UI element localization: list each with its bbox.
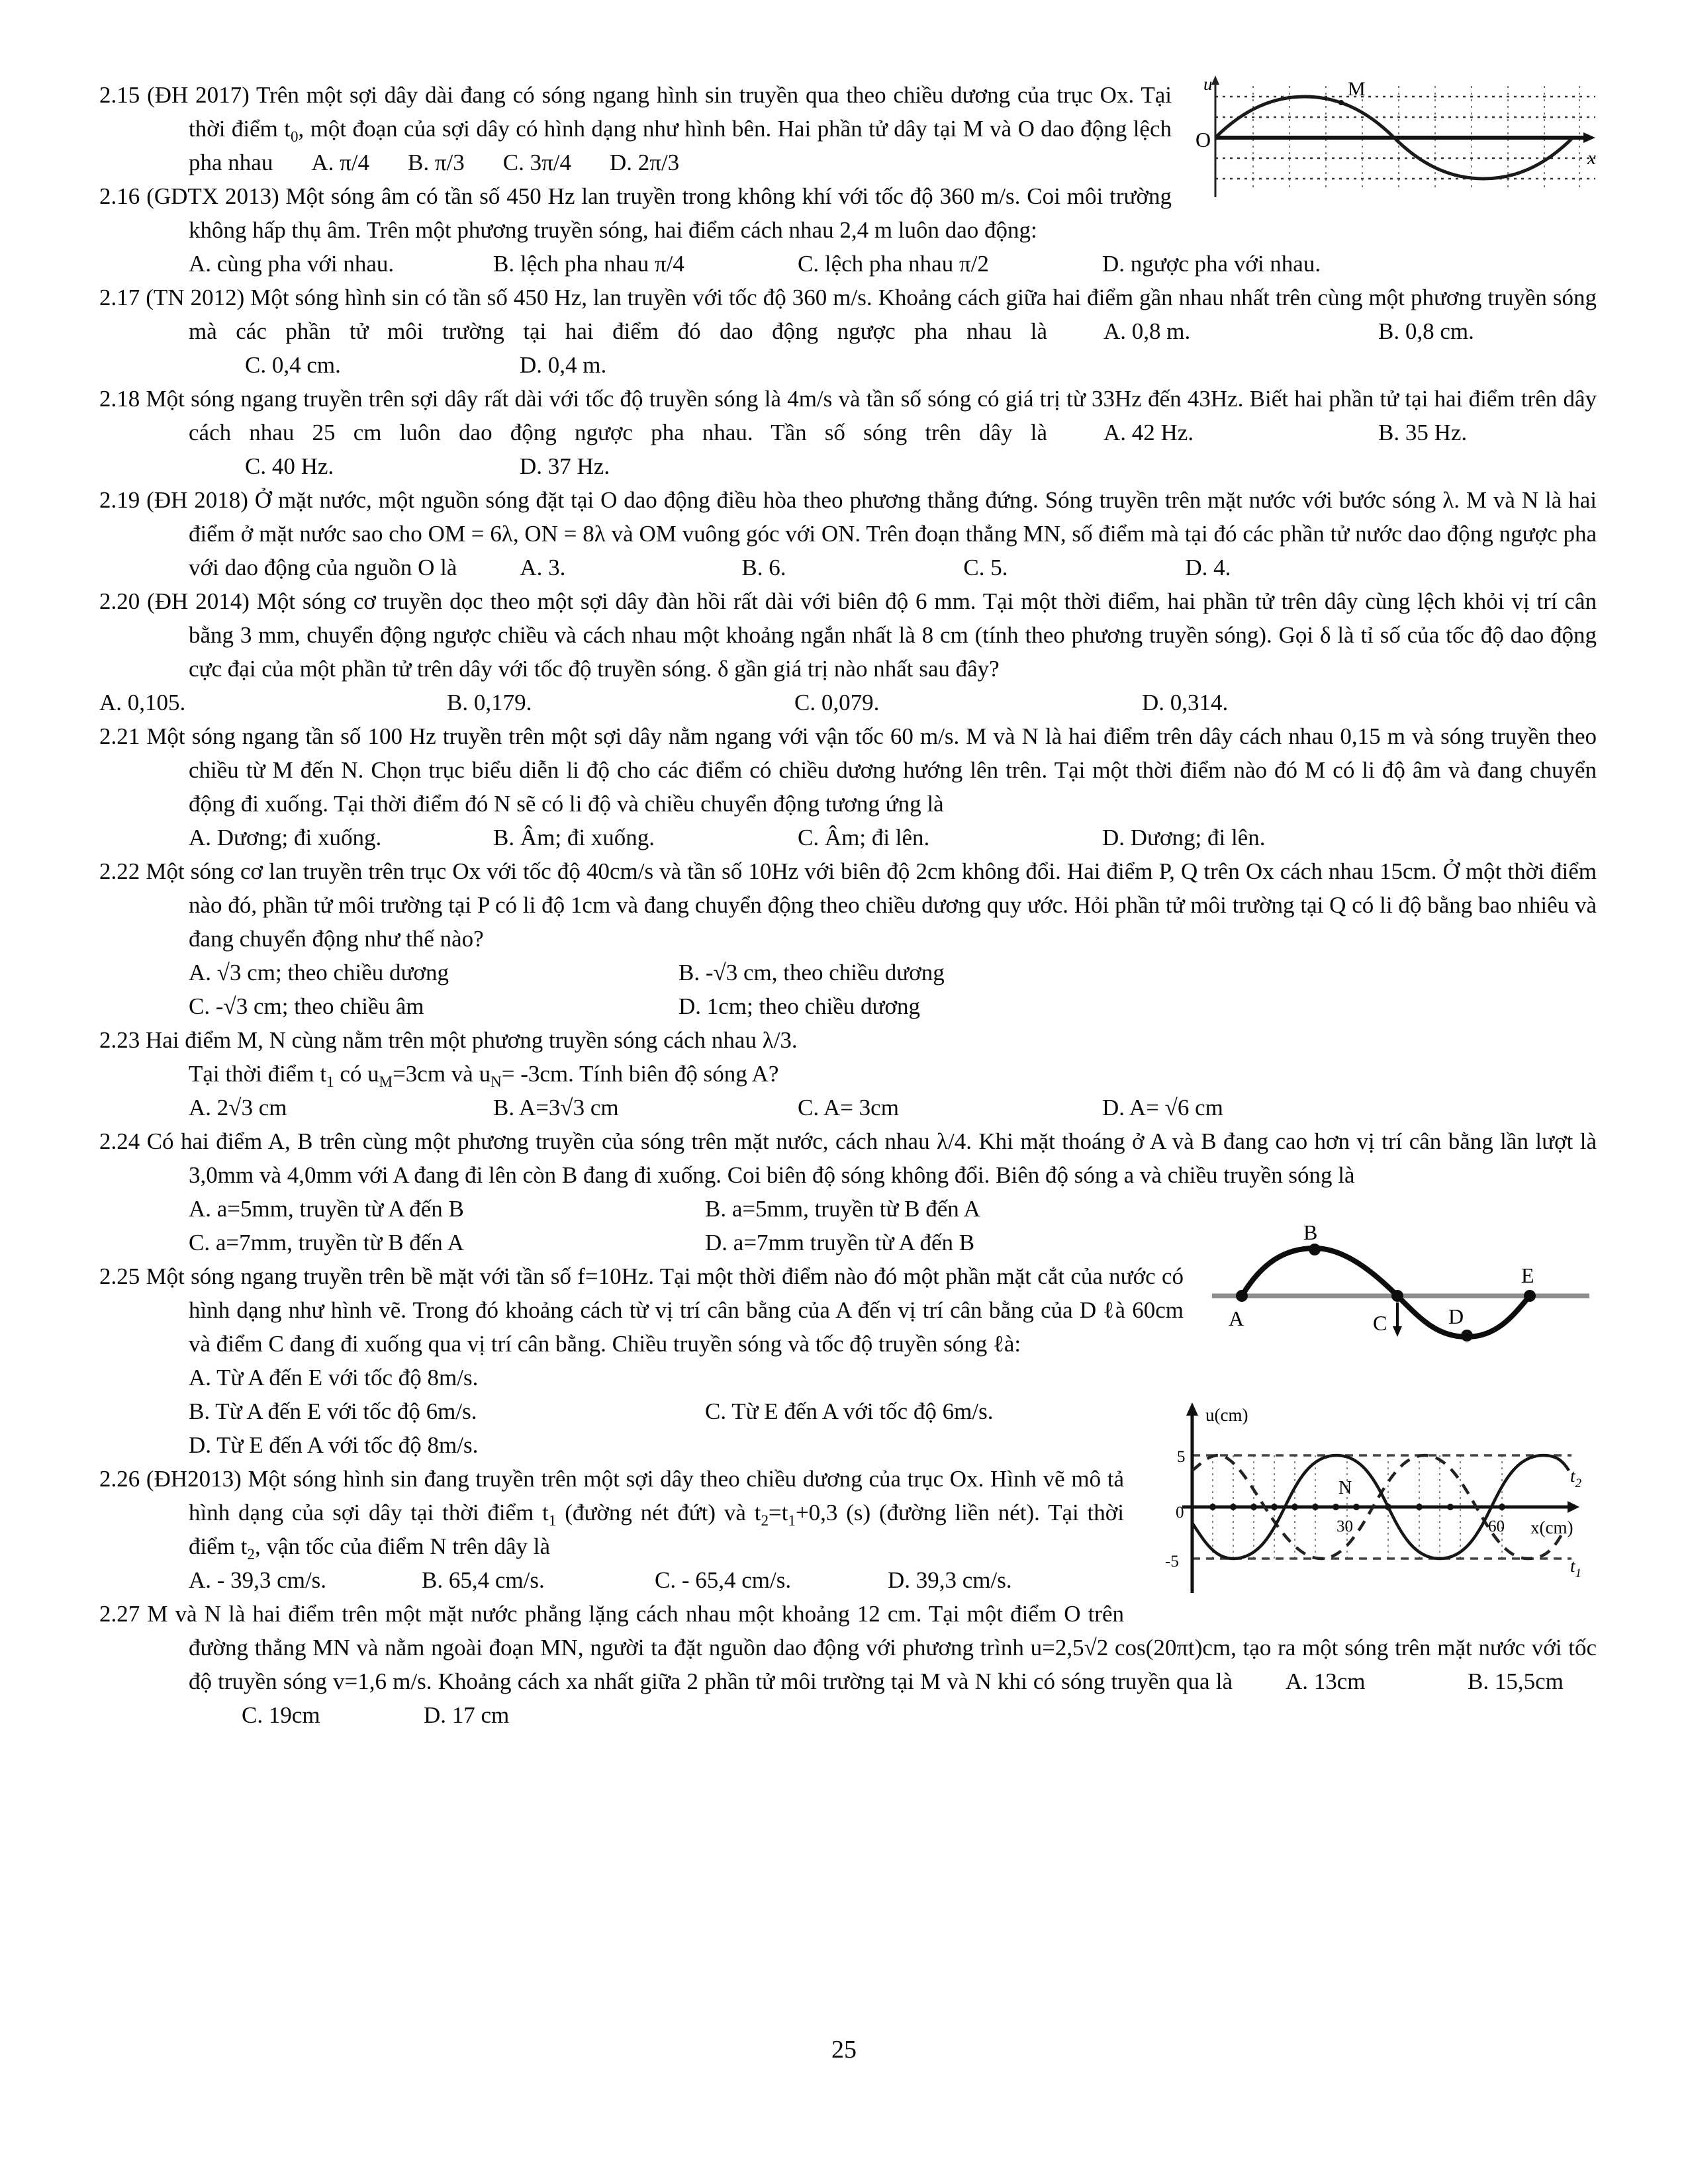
answer-option: D. 39,3 cm/s. <box>888 1567 1012 1593</box>
answer-option: B. Từ A đến E với tốc độ 6m/s. <box>189 1398 477 1424</box>
question-2.18 <box>99 382 1597 483</box>
t1-letter: t <box>1570 1556 1575 1576</box>
point-c-marker <box>1391 1290 1403 1302</box>
answer-option: C. -√3 cm; theo chiều âm <box>189 993 424 1019</box>
answer-option: B. π/3 <box>408 150 465 175</box>
answer-option: A. 13cm <box>1286 1668 1366 1694</box>
answer-option: D. A= √6 cm <box>1102 1095 1223 1120</box>
t2-subscript: 2 <box>1575 1477 1582 1490</box>
question-2.22 <box>99 854 1597 1023</box>
question-text: 2.27 M và N là hai điểm trên một mặt nước phẳng lặng cách nhau một khoảng 12 cm. Tại một điểm O trên đường thẳng MN và nằm ngoài đoạn MN, người ta đặt nguồn dao động với phương trình u=2,5√2 cos(20πt)cm, tạo ra một sóng trên mặt nước với tốc độ truyền sóng v=1,6 m/s. Khoảng cách xa nhất giữa 2 phần tử môi trường tại M và N khi có sóng truyền qua là A. 13cm B. 15,5cmC. 19cm D. 17 cm <box>99 1597 1597 1732</box>
answer-option: A. a=5mm, truyền từ A đến B <box>189 1196 464 1222</box>
answer-option: C. - 65,4 cm/s. <box>655 1567 792 1593</box>
answer-option: C. 19cm <box>242 1702 320 1728</box>
answer-option: B. 65,4 cm/s. <box>422 1567 545 1593</box>
question-text: 2.16 (GDTX 2013) Một sóng âm có tần số 450 Hz lan truyền trong không khí với tốc độ 360 m/s. Coi môi trường không hấp thụ âm. Trên một phương truyền sóng, hai điểm cách nhau 2,4 m luôn dao động: <box>99 183 1172 243</box>
answer-options <box>99 821 1597 854</box>
point-n-label: N <box>1338 1478 1352 1498</box>
answer-option: C. a=7mm, truyền từ B đến A <box>189 1230 464 1255</box>
x-axis-arrow-icon <box>1583 132 1595 143</box>
question-text: 2.21 Một sóng ngang tần số 100 Hz truyền trên một sợi dây nằm ngang với vận tốc 60 m/s. M và N là hai điểm trên dây cách nhau 0,15 m và sóng truyền theo chiều từ M đến N. Chọn trục biểu diễn li độ cho các điểm có chiều dương hướng lên trên. Tại một thời điểm nào đó M có li độ âm và đang chuyển động đi xuống. Tại thời điểm đó N sẽ có li độ và chiều chuyển động tương ứng là <box>99 723 1597 817</box>
answer-option: D. Dương; đi lên. <box>1102 825 1266 850</box>
question-text: 2.15 (ĐH 2017) Trên một sợi dây dài đang có sóng ngang hình sin truyền qua theo chiều dương của trục Ox. Tại thời điểm $t_0$, một đoạn của sợi dây có hình dạng như hình bên. Hai phần tử dây tại M và O dao động lệch pha nhau A. π/4 B. π/3 C. 3π/4 D. 2π/3 <box>99 78 1597 179</box>
question-2.15 <box>99 74 1597 179</box>
question-text: 2.23 Hai điểm M, N cùng nằm trên một phương truyền sóng cách nhau λ/3. <box>99 1027 798 1053</box>
question-2.21 <box>99 719 1597 854</box>
x-axis-arrow-icon <box>1568 1501 1579 1513</box>
point-d-marker <box>1461 1330 1473 1342</box>
point-b-marker <box>1309 1244 1321 1255</box>
answer-option: D. 1cm; theo chiều dương <box>679 993 921 1019</box>
y-5-label: 5 <box>1177 1448 1186 1466</box>
answer-option: A. 0,8 m. <box>1103 318 1191 344</box>
answer-option: A. π/4 <box>311 150 369 175</box>
answer-options <box>99 956 1597 1023</box>
c-down-arrow-icon <box>1393 1326 1402 1337</box>
point-c-label: C <box>1373 1311 1387 1335</box>
answer-option: B. Âm; đi xuống. <box>493 825 655 850</box>
point-b-label: B <box>1303 1223 1318 1244</box>
answer-option: C. 5. <box>963 555 1008 580</box>
question-text: 2.17 (TN 2012) Một sóng hình sin có tần số 450 Hz, lan truyền với tốc độ 360 m/s. Khoảng cách giữa hai điểm gần nhau nhất trên cùng một phương truyền sóng mà các phần tử môi trường tại hai điểm đó dao động ngược pha nhau là A. 0,8 m. B. 0,8 cm.C. 0,4 cm. D. 0,4 m. <box>99 281 1597 382</box>
answer-option: D. a=7mm truyền từ A đến B <box>705 1230 975 1255</box>
question-2.27 <box>99 1597 1597 1732</box>
question-2.19 <box>99 483 1597 584</box>
question-number: 2.20 <box>99 588 148 614</box>
question-text: 2.19 (ĐH 2018) Ở mặt nước, một nguồn sóng đặt tại O dao động điều hòa theo phương thẳng đứng. Sóng truyền trên mặt nước với bước sóng λ. M và N là hai điểm ở mặt nước sao cho OM = 6λ, ON = 8λ và OM vuông góc với ON. Trên đoạn thẳng MN, số điểm mà tại đó các phần tử nước dao động ngược pha với dao động của nguồn O là A. 3. B. 6. C. 5. D. 4. <box>99 483 1597 584</box>
answer-option: C. lệch pha nhau π/2 <box>798 251 989 277</box>
answer-option: C. 3π/4 <box>502 150 571 175</box>
question-number: 2.21 <box>99 723 147 749</box>
answer-option: C. 0,079. <box>794 690 880 715</box>
answer-option: D. 0,4 m. <box>520 352 607 378</box>
question-text: 2.20 (ĐH 2014) Một sóng cơ truyền dọc theo một sợi dây đàn hồi rất dài với biên độ 6 mm. Tại một thời điểm, hai phần tử trên dây cùng lệch khỏi vị trí cân bằng 3 mm, chuyển động ngược chiều và cách nhau một khoảng ngắn nhất là 8 cm (tính theo phương truyền sóng). Gọi δ là tỉ số của tốc độ dao động cực đại của một phần tử trên dây với tốc độ truyền sóng. δ gần giá trị nào nhất sau đây? <box>99 588 1597 682</box>
point-m-marker <box>1338 100 1344 105</box>
answer-option: A. √3 cm; theo chiều dương <box>189 960 449 985</box>
t1-label <box>1570 1556 1581 1580</box>
question-number: 2.22 <box>99 858 146 884</box>
answer-options <box>99 1091 1597 1124</box>
answer-option: D. 37 Hz. <box>520 453 610 479</box>
question-number: 2.25 <box>99 1263 146 1289</box>
answer-option: C. Âm; đi lên. <box>798 825 930 850</box>
u-axis-label: u(cm) <box>1205 1405 1248 1425</box>
t1-subscript: 1 <box>1575 1567 1582 1580</box>
answer-option: A. 3. <box>520 555 566 580</box>
t2-letter: t <box>1570 1466 1575 1486</box>
y-minus5-label: -5 <box>1165 1553 1179 1570</box>
question-2.23 <box>99 1023 1597 1124</box>
answer-options <box>99 686 1597 719</box>
question-number: 2.18 <box>99 386 146 412</box>
question-number: 2.26 <box>99 1466 146 1492</box>
origin-label: 0 <box>1176 1504 1184 1522</box>
t2-label <box>1570 1466 1582 1490</box>
question-text: 2.22 Một sóng cơ lan truyền trên trục Ox với tốc độ 40cm/s và tần số 10Hz với biên độ 2cm không đổi. Hai điểm P, Q trên Ox cách nhau 15cm. Ở một thời điểm nào đó, phần tử môi trường tại P có li độ 1cm và đang chuyển động theo chiều dương quy ước. Hỏi phần tử môi trường tại Q có li độ bằng bao nhiêu và đang chuyển động như thế nào? <box>99 858 1597 952</box>
point-a-marker <box>1236 1290 1248 1302</box>
question-number: 2.16 <box>99 183 147 209</box>
answer-option: C. Từ E đến A với tốc độ 6m/s. <box>705 1398 994 1424</box>
answer-option: D. 17 cm <box>424 1702 510 1728</box>
answer-option: D. 2π/3 <box>610 150 680 175</box>
answer-option: B. a=5mm, truyền từ B đến A <box>705 1196 980 1222</box>
wave-profile-figure-q225 <box>1202 1223 1599 1372</box>
point-e-marker <box>1524 1290 1536 1302</box>
answer-option: C. A= 3cm <box>798 1095 899 1120</box>
page-number: 25 <box>831 2036 857 2064</box>
answer-options <box>99 247 1597 281</box>
answer-option: A. cùng pha với nhau. <box>189 251 395 277</box>
sine-wave-figure-q215 <box>1190 71 1601 204</box>
answer-option: C. 0,4 cm. <box>245 352 341 378</box>
u-axis-arrow-icon <box>1211 75 1219 85</box>
answer-option: B. 0,179. <box>447 690 532 715</box>
answer-option: A. 2√3 cm <box>189 1095 287 1120</box>
answer-option: B. 6. <box>741 555 786 580</box>
question-text: 2.24 Có hai điểm A, B trên cùng một phương truyền của sóng trên mặt nước, cách nhau λ/4. Khi mặt thoáng ở A và B đang cao hơn vị trí cân bằng lần lượt là 3,0mm và 4,0mm với A đang đi lên còn B đang đi xuống. Coi biên độ sóng không đổi. Biên độ sóng a và chiều truyền sóng là <box>99 1128 1597 1188</box>
answer-option: A. - 39,3 cm/s. <box>189 1567 327 1593</box>
answer-option: D. Từ E đến A với tốc độ 8m/s. <box>189 1432 479 1458</box>
u-axis-label: u <box>1203 74 1213 94</box>
answer-option: A. 0,105. <box>99 690 186 715</box>
answer-option: A. 42 Hz. <box>1103 420 1194 445</box>
question-number: 2.27 <box>99 1601 148 1627</box>
x-axis-label: x <box>1587 148 1596 169</box>
point-e-label: E <box>1521 1263 1534 1287</box>
answer-option: D. 0,314. <box>1142 690 1229 715</box>
answer-option: C. 40 Hz. <box>245 453 334 479</box>
answer-option: B. 0,8 cm. <box>1378 318 1474 344</box>
question-text: Tại thời điểm $t_1$ có $u_M=3cm$ và $u_N= -3cm$. Tính biên độ sóng A? <box>189 1061 779 1090</box>
answer-option: B. 15,5cm <box>1468 1668 1564 1694</box>
question-text: 2.18 Một sóng ngang truyền trên sợi dây rất dài với tốc độ truyền sóng là 4m/s và tần số sóng có giá trị từ 33Hz đến 43Hz. Biết hai phần tử tại hai điểm trên dây cách nhau 25 cm luôn dao động ngược pha nhau. Tần số sóng trên dây là A. 42 Hz. B. 35 Hz.C. 40 Hz. D. 37 Hz. <box>99 382 1597 483</box>
answer-option: A. Từ A đến E với tốc độ 8m/s. <box>189 1365 479 1390</box>
x-axis-label: x(cm) <box>1530 1518 1573 1537</box>
point-a-label: A <box>1229 1306 1244 1330</box>
question-2.20 <box>99 584 1597 719</box>
answer-option: B. 35 Hz. <box>1378 420 1468 445</box>
answer-option: B. A=3√3 cm <box>493 1095 619 1120</box>
x-30-label: 30 <box>1336 1518 1353 1535</box>
question-number: 2.24 <box>99 1128 147 1154</box>
answer-option: B. lệch pha nhau π/4 <box>493 251 684 277</box>
point-m-label: M <box>1348 78 1366 100</box>
x-60-label: 60 <box>1488 1518 1505 1535</box>
answer-option: D. ngược pha với nhau. <box>1102 251 1321 277</box>
question-number: 2.17 <box>99 285 146 310</box>
questions <box>99 74 1597 1732</box>
answer-option: D. 4. <box>1185 555 1231 580</box>
answer-option: A. Dương; đi xuống. <box>189 825 382 850</box>
answer-option: B. -√3 cm, theo chiều dương <box>679 960 945 985</box>
question-text: 2.25 Một sóng ngang truyền trên bề mặt với tần số f=10Hz. Tại một thời điểm nào đó một phần mặt cắt của nước có hình dạng như hình vẽ. Trong đó khoảng cách từ vị trí cân bằng của A đến vị trí cân bằng của D ℓà 60cm và điểm C đang đi xuống qua vị trí cân bằng. Chiều truyền sóng và tốc độ truyền sóng ℓà: <box>99 1263 1184 1357</box>
question-number: 2.19 <box>99 487 147 513</box>
question-2.17 <box>99 281 1597 382</box>
question-number: 2.23 <box>99 1027 146 1053</box>
origin-label: O <box>1196 128 1211 152</box>
question-text: 2.26 (ĐH2013) Một sóng hình sin đang truyền trên một sợi dây theo chiều dương của trục Ox. Hình vẽ mô tả hình dạng của sợi dây tại thời điểm $t_1$ (đường nét đứt) và $t_2=t_1+0,3$ (s) (đường liền nét). Tại thời điểm $t_2$, vận tốc của điểm N trên dây là <box>99 1466 1124 1563</box>
question-number: 2.15 <box>99 82 148 108</box>
point-d-label: D <box>1448 1304 1464 1328</box>
